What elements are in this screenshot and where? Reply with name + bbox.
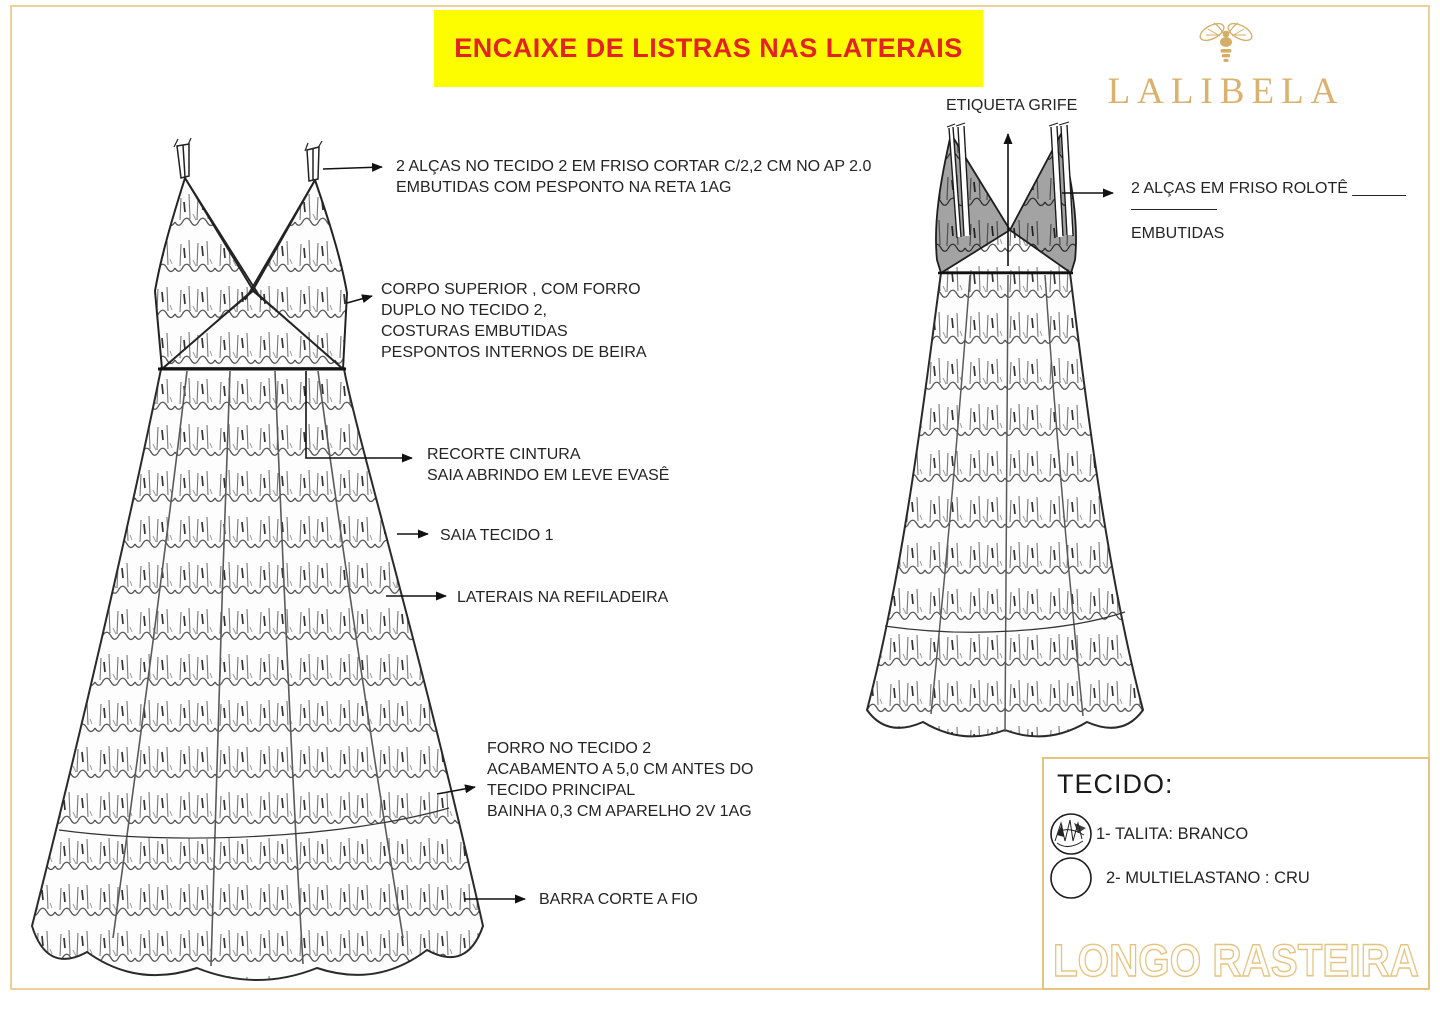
annotation-sides: LATERAIS NA REFILADEIRA	[457, 589, 669, 606]
annotation-hem: BARRA CORTE A FIO	[539, 891, 698, 908]
style-name-text: LONGO RASTEIRA	[1053, 938, 1419, 986]
annotation-label-tag: ETIQUETA GRIFE	[946, 97, 1078, 114]
textured-fabric-swatch-icon	[1048, 811, 1094, 857]
brand-name: LALIBELA	[1107, 71, 1345, 112]
plain-fabric-swatch-icon	[1048, 855, 1094, 901]
annotation-straps-front: 2 ALÇAS NO TECIDO 2 EM FRISO CORTAR C/2,2 CM NO AP 2.0 EMBUTIDAS COM PESPONTO NA RETA 1AG	[396, 158, 872, 196]
arrow-bodice	[347, 296, 372, 303]
fabric-item-2	[1048, 855, 1310, 901]
arrow-straps-front	[323, 167, 382, 169]
page-title: ENCAIXE DE LISTRAS NAS LATERAIS	[454, 33, 963, 63]
annotation-skirt-fabric: SAIA TECIDO 1	[440, 527, 554, 544]
annotation-straps-back: 2 ALÇAS EM FRISO ROLOTÊ ______ EMBUTIDAS	[1131, 180, 1406, 242]
annotation-lining: FORRO NO TECIDO 2 ACABAMENTO A 5,0 CM ANTES DO TECIDO PRINCIPAL BAINHA 0,3 CM APARELHO 2V 1AG	[487, 740, 754, 820]
blank-line	[1131, 209, 1406, 223]
arrow-waist-cut	[306, 371, 412, 458]
fabric-1-label: 1- TALITA: BRANCO	[1096, 824, 1249, 843]
fabric-box-title: TECIDO:	[1057, 769, 1174, 799]
arrow-lining	[437, 787, 475, 794]
style-name-footer	[1046, 938, 1426, 986]
fabric-item-1	[1048, 811, 1248, 857]
annotation-waist-cut: RECORTE CINTURA SAIA ABRINDO EM LEVE EVASÊ	[427, 446, 670, 484]
fabric-legend-box	[1042, 757, 1430, 990]
fabric-2-label: 2- MULTIELASTANO : CRU	[1106, 868, 1310, 887]
annotation-bodice: CORPO SUPERIOR , COM FORRO DUPLO NO TECIDO 2, COSTURAS EMBUTIDAS PESPONTOS INTERNOS DE BEIRA	[381, 281, 647, 361]
